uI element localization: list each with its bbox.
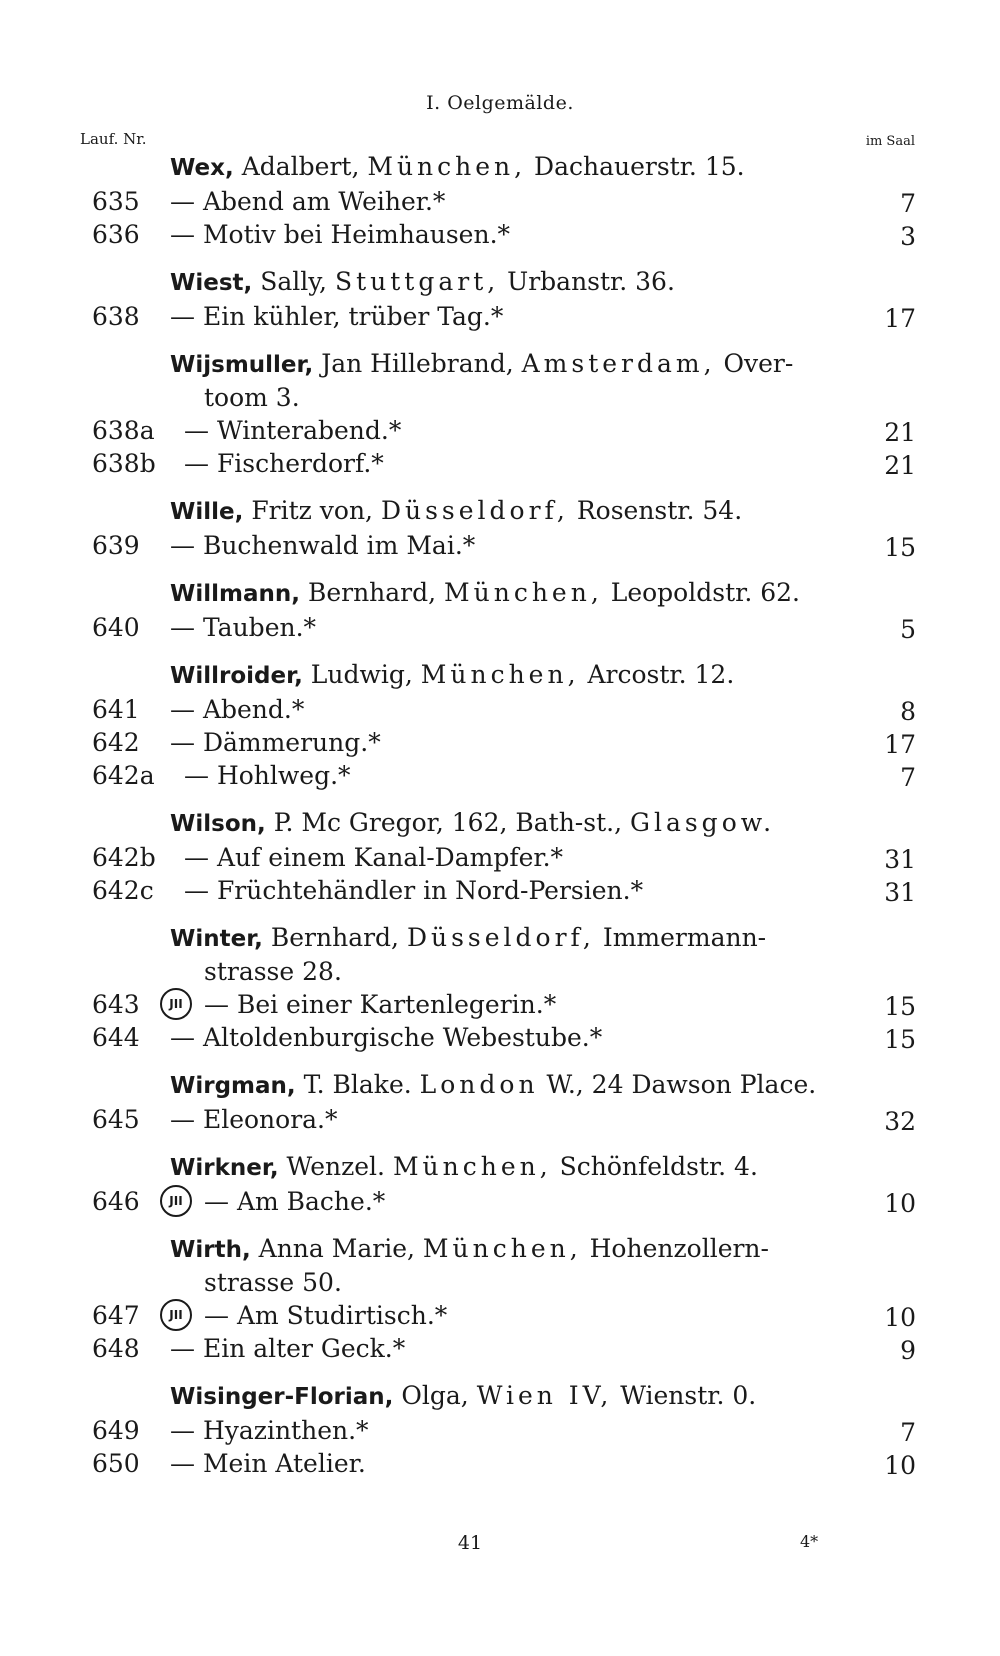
work-title [170,693,304,726]
artist-heading [92,806,916,841]
work-row [92,1021,916,1054]
artist-heading [92,1232,916,1267]
artist-entry [92,576,916,644]
work-title-text: — Winterabend.* [184,416,402,445]
work-row [92,300,916,333]
artist-entry [92,1379,916,1480]
artist-address: Schönfeldstr. 4. [559,1152,758,1181]
artist-city: München, [420,660,580,689]
catalog-number: 641 [92,695,140,724]
work-title [184,841,563,874]
work-title-text: — Altoldenburgische Webestube.* [170,1023,603,1052]
artist-name: Wirth, [170,1237,251,1263]
room-number: 5 [900,615,916,644]
artist-entry [92,1068,916,1136]
work-title [160,1185,385,1220]
artist-city: London [419,1070,539,1099]
artist-entry [92,1150,916,1218]
artist-name: Wilson, [170,811,266,837]
catalog-number: 649 [92,1416,140,1445]
work-title-text: — Am Bache.* [204,1187,386,1216]
room-number: 3 [900,222,916,251]
artist-name: Wijsmuller, [170,352,314,378]
work-title-text: — Buchenwald im Mai.* [170,531,476,560]
work-title [170,185,445,218]
catalog-number: 642b [92,843,156,872]
catalog-number: 638 [92,302,140,331]
work-title [160,988,556,1023]
artist-city: Amsterdam, [521,349,716,378]
artist-city: München, [392,1152,552,1181]
artist-name: Wex, [170,155,234,181]
room-number: 21 [884,451,916,480]
catalog-number: 642a [92,761,155,790]
work-row [92,1414,916,1447]
room-number: 10 [884,1189,916,1218]
catalog-number: 645 [92,1105,140,1134]
work-row [92,759,916,792]
artist-heading [92,658,916,693]
artist-details: Olga, [401,1381,469,1410]
work-row [92,841,916,874]
artist-name: Winter, [170,926,263,952]
artist-details: Jan Hillebrand, [321,349,514,378]
work-title [184,759,351,792]
work-title-text: — Ein kühler, trüber Tag.* [170,302,504,331]
artist-address: Hohenzollern- [589,1234,769,1263]
artist-details: T. Blake. [303,1070,412,1099]
artist-address: Immermann- [602,923,767,952]
artist-city: Glasgow. [629,808,776,837]
artist-details: Bernhard, [270,923,399,952]
work-row [92,218,916,251]
work-title-text: — Hyazinthen.* [170,1416,369,1445]
work-row [92,726,916,759]
work-title-text: — Früchtehändler in Nord-Persien.* [184,876,644,905]
artist-entry [92,150,916,251]
catalog-number: 646 [92,1187,140,1216]
artist-address: Urbanstr. 36. [507,267,675,296]
work-title [170,1332,405,1365]
work-row [92,988,916,1021]
column-label-room: im Saal [865,134,915,149]
artist-name: Wille, [170,499,244,525]
artist-name: Wiest, [170,270,253,296]
artist-details: Ludwig, [310,660,413,689]
room-number: 7 [900,763,916,792]
work-title-text: — Dämmerung.* [170,728,381,757]
artist-address-continued: strasse 50. [204,1268,342,1297]
section-title: I. Oelgemälde. [426,92,574,114]
work-row [92,185,916,218]
artist-name: Wisinger-Florian, [170,1384,394,1410]
artist-city: München, [422,1234,582,1263]
seal-icon: JII [160,1185,192,1217]
artist-heading [92,1068,916,1103]
entries-list [92,150,916,1480]
work-title [184,414,401,447]
room-number: 10 [884,1451,916,1480]
work-title [170,218,510,251]
room-number: 17 [884,304,916,333]
artist-entry [92,806,916,907]
artist-city: München, [444,578,603,607]
work-row [92,611,916,644]
room-number: 32 [884,1107,916,1136]
artist-name: Willmann, [170,581,300,607]
artist-heading [92,494,916,529]
artist-details: Adalbert, [241,152,360,181]
seal-icon: JII [160,1299,192,1331]
artist-address: Over- [723,349,794,378]
work-title [160,1299,447,1334]
work-row [92,1299,916,1332]
artist-name: Wirgman, [170,1073,296,1099]
artist-entry [92,921,916,1054]
catalog-number: 644 [92,1023,140,1052]
room-number: 17 [884,730,916,759]
seal-icon: JII [160,988,192,1020]
work-title [170,726,381,759]
catalog-number: 638b [92,449,156,478]
room-number: 15 [884,1025,916,1054]
work-title-text: — Motiv bei Heimhausen.* [170,220,511,249]
room-number: 7 [900,189,916,218]
room-number: 7 [900,1418,916,1447]
work-title [170,1103,338,1136]
room-number: 31 [884,845,916,874]
artist-entry [92,658,916,792]
artist-address: Dachauerstr. 15. [534,152,745,181]
catalog-number: 638a [92,416,155,445]
work-title [170,1447,366,1480]
work-title-text: — Abend.* [170,695,305,724]
artist-heading [92,921,916,956]
work-title-text: — Fischerdorf.* [184,449,384,478]
catalog-number: 643 [92,990,140,1019]
artist-details: Fritz von, [251,496,373,525]
work-title-text: — Mein Atelier. [170,1449,366,1478]
artist-details: P. Mc Gregor, 162, Bath-st., [273,808,623,837]
artist-city: Düsseldorf, [380,496,569,525]
artist-heading [92,347,916,382]
artist-address: W., 24 Dawson Place. [546,1070,817,1099]
work-title [170,300,503,333]
artist-details: Wenzel. [286,1152,385,1181]
artist-address: Arcostr. 12. [587,660,735,689]
room-number: 31 [884,878,916,907]
artist-address: Leopoldstr. 62. [610,578,800,607]
artist-city: Düsseldorf, [406,923,595,952]
work-title [170,1021,602,1054]
work-title [170,611,316,644]
room-number: 15 [884,533,916,562]
work-title-text: — Abend am Weiher.* [170,187,446,216]
artist-address: Rosenstr. 54. [576,496,743,525]
work-title-text: — Ein alter Geck.* [170,1334,406,1363]
artist-details: Sally, [260,267,328,296]
page-number: 41 [457,1532,483,1554]
work-title-text: — Auf einem Kanal-Dampfer.* [184,843,564,872]
work-title-text: — Bei einer Kartenlegerin.* [204,990,557,1019]
column-label-number: Lauf. Nr. [80,130,147,148]
catalog-number: 636 [92,220,140,249]
work-row [92,874,916,907]
work-title-text: — Am Studirtisch.* [204,1301,448,1330]
work-row [92,1447,916,1480]
artist-address-continued: toom 3. [204,383,300,412]
artist-heading [92,576,916,611]
artist-city: München, [367,152,527,181]
room-number: 9 [900,1336,916,1365]
catalog-number: 650 [92,1449,140,1478]
artist-entry [92,1232,916,1365]
room-number: 8 [900,697,916,726]
catalog-number: 642c [92,876,154,905]
work-title [184,874,643,907]
catalog-number: 639 [92,531,140,560]
work-title-text: — Eleonora.* [170,1105,338,1134]
artist-name: Wirkner, [170,1155,279,1181]
catalog-number: 647 [92,1301,140,1330]
sheet-signature: 4* [800,1532,819,1551]
artist-name: Willroider, [170,663,303,689]
artist-heading [92,1379,916,1414]
artist-city: Wien IV, [476,1381,613,1410]
work-row [92,529,916,562]
artist-heading [92,150,916,185]
work-row [92,414,916,447]
artist-details: Bernhard, [307,578,437,607]
work-row [92,447,916,480]
work-title [184,447,384,480]
catalog-number: 642 [92,728,140,757]
room-number: 10 [884,1303,916,1332]
catalog-number: 648 [92,1334,140,1363]
room-number: 21 [884,418,916,447]
work-title-text: — Hohlweg.* [184,761,351,790]
artist-entry [92,494,916,562]
work-title [170,1414,369,1447]
catalog-number: 640 [92,613,140,642]
artist-city: Stuttgart, [334,267,500,296]
work-row [92,693,916,726]
artist-entry [92,347,916,480]
artist-address: Wienstr. 0. [620,1381,757,1410]
work-title-text: — Tauben.* [170,613,317,642]
artist-heading [92,265,916,300]
artist-entry [92,265,916,333]
work-row [92,1332,916,1365]
room-number: 15 [884,992,916,1021]
artist-details: Anna Marie, [258,1234,415,1263]
artist-heading [92,1150,916,1185]
catalog-number: 635 [92,187,140,216]
work-row [92,1185,916,1218]
artist-address-continued: strasse 28. [204,957,342,986]
work-row [92,1103,916,1136]
work-title [170,529,475,562]
